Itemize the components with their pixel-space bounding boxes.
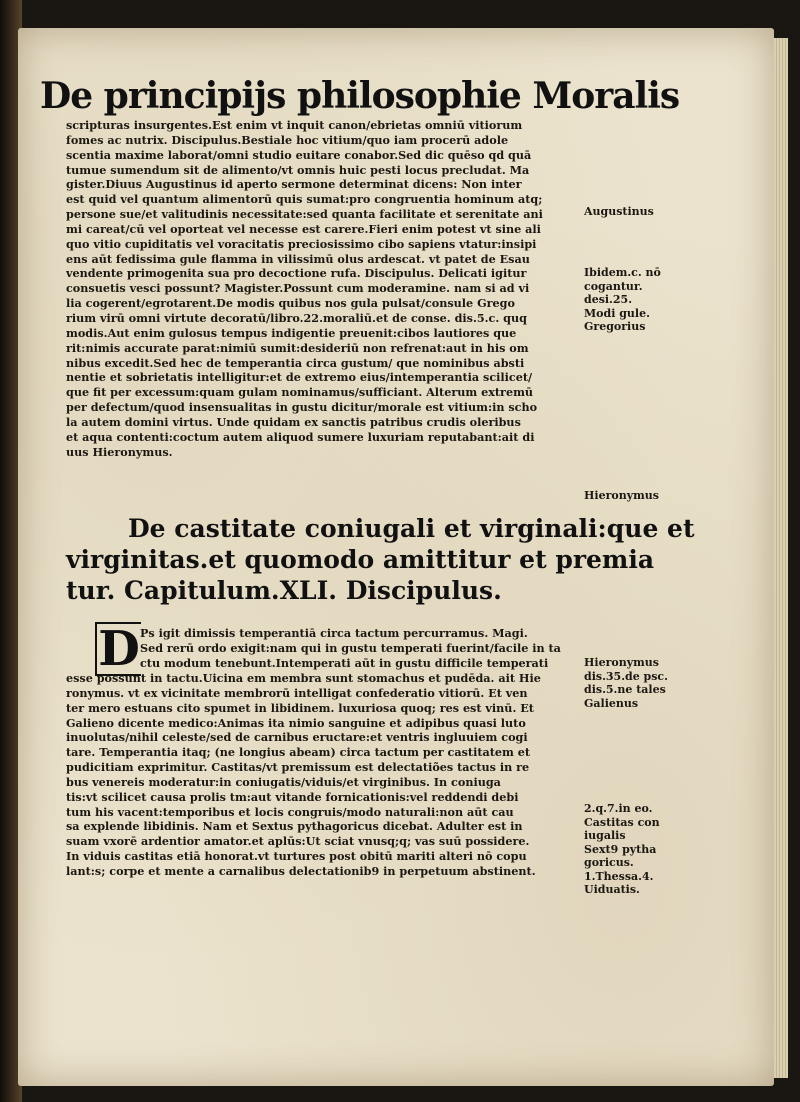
text-line: Sext9 pytha xyxy=(584,842,657,856)
text-line: bus venereis moderatur:in coniugatis/viduis/et virginibus. In coniuga xyxy=(66,774,501,789)
text-line: Modi gule. xyxy=(584,306,650,320)
text-line: cogantur. xyxy=(584,279,643,293)
text-line: tis:vt scilicet causa prolis tm:aut vitande fornicationis:vel reddendi debi xyxy=(66,789,519,804)
text-line: Augustinus xyxy=(584,205,654,218)
text-line: sa explende libidinis. Nam et Sextus pythagoricus dicebat. Adulter est in xyxy=(66,819,523,834)
text-line: tare. Temperantia itaq; (ne longius abeam) circa tactum per castitatem et xyxy=(66,745,531,760)
page-edges xyxy=(774,38,788,1078)
text-line: est quid vel quantum alimentorū quis sumat:pro congruentia hominum atq; xyxy=(66,192,543,207)
text-line: et aqua contenti:coctum autem aliquod sumere luxuriam reputabant:ait di xyxy=(66,429,535,444)
text-line: dis.5.ne tales xyxy=(584,683,666,696)
text-line: nentie et sobrietatis intelligitur:et de extremo eius/intemperantia scilicet/ xyxy=(66,370,533,385)
chapter-heading xyxy=(66,513,695,606)
text-line: mi careat/cū vel oporteat vel necesse est carere.Fieri enim potest vt sine ali xyxy=(66,221,541,236)
text-line: scripturas insurgentes.Est enim vt inquit canon/ebrietas omniū vitiorum xyxy=(66,118,523,132)
text-line: rit:nimis accurate parat:nimiū sumit:desideriū non refrenat:aut in his om xyxy=(66,340,529,355)
marginal-note-castitas xyxy=(584,802,674,897)
text-line: Ibidem.c. nō xyxy=(584,266,661,279)
marginal-note-augustinus xyxy=(584,205,674,219)
text-line: nibus excedit.Sed hec de temperantia circa gustum/ que nominibus absti xyxy=(66,355,525,370)
chapter-heading-line: virginitas.et quomodo amittitur et premia xyxy=(66,545,655,574)
text-line: Hieronymus xyxy=(584,489,659,502)
text-line: Gregorius xyxy=(584,320,646,333)
text-line: la autem domini virtus. Unde quidam ex sanctis patribus crudis oleribus xyxy=(66,414,521,429)
text-line: tumue sumendum sit de alimento/vt omnis huic pesti locus precludat. Ma xyxy=(66,162,530,177)
text-line: ter mero estuans cito spumet in libidinem. luxuriosa quoq; res est vinū. Et xyxy=(66,700,534,715)
text-line: que fit per excessum:quam gulam nominamus/sufficiant. Alterum extremū xyxy=(66,385,534,400)
text-line: In viduis castitas etiā honorat.vt turtures post obitū mariti alteri nō copu xyxy=(66,849,527,864)
text-line: vendente primogenita sua pro decoctione rufa. Discipulus. Delicati igitur xyxy=(66,266,527,281)
text-line: esse possunt in tactu.Uicina em membra sunt stomachus et pudēda. ait Hie xyxy=(66,671,541,685)
text-line: tum his vacent:temporibus et locis congruis/modo naturali:non aūt cau xyxy=(66,804,514,819)
text-line: consuetis vesci possunt? Magister.Possunt cum moderamine. nam si ad vi xyxy=(66,281,530,296)
marginal-note-hieronymus xyxy=(584,489,674,503)
text-line: lia cogerent/egrotarent.De modis quibus nos gula pulsat/consule Grego xyxy=(66,296,515,311)
text-line: Uiduatis. xyxy=(584,883,640,896)
text-line: 1.Thessa.4. xyxy=(584,869,654,883)
marginal-note-galienus xyxy=(584,656,674,710)
text-line: modis.Aut enim gulosus tempus indigentie preuenit:cibos lautiores que xyxy=(66,325,517,340)
text-line: 2.q.7.in eo. xyxy=(584,802,653,815)
chapter-heading-line: tur. Capitulum.XLI. Discipulus. xyxy=(66,576,502,605)
text-line: goricus. xyxy=(584,856,634,869)
chapter-heading-line: De castitate coniugali et virginali:que et xyxy=(128,514,695,543)
text-line: gister.Diuus Augustinus id aperto sermone determinat dicens: Non inter xyxy=(66,177,522,192)
text-line: suam vxorē ardentior amator.et aplūs:Ut sciat vnusq;q; vas suū possidere. xyxy=(66,834,530,849)
text-line: quo vitio cupiditatis vel voracitatis preciosissimo cibo sapiens vtatur:insipi xyxy=(66,236,537,251)
text-line: uus Hieronymus. xyxy=(66,444,173,459)
text-line: ens aūt fedissima gule flamma in vilissimū olus ardescat. vt patet de Esau xyxy=(66,251,530,266)
text-block-castitas-intro xyxy=(140,626,574,671)
text-line: Hieronymus xyxy=(584,656,659,669)
text-line: inuolutas/nihil celeste/sed de carnibus eructare:et ventris ingluuiem cogi xyxy=(66,730,528,745)
running-head: De principijs philosophie Moralis xyxy=(40,75,680,117)
text-line: dis.35.de psc. xyxy=(584,669,668,683)
text-line: Ps igit dimissis temperantiā circa tactum percurramus. Magi. xyxy=(140,626,528,640)
text-line: Galienus xyxy=(584,696,639,710)
decorated-initial: D xyxy=(95,622,141,676)
text-line: scentia maxime laborat/omni studio euitare conabor.Sed dic quēso qd quā xyxy=(66,147,532,162)
text-line: pudicitiam exprimitur. Castitas/vt premissum est delectatiões tactus in re xyxy=(66,760,530,775)
text-line: lant:s; corpe et mente a carnalibus delectationib9 in perpetuum abstinent. xyxy=(66,863,536,878)
text-block-gula xyxy=(66,118,574,459)
text-line: desi.25. xyxy=(584,293,633,306)
text-block-castitas xyxy=(66,671,574,879)
text-line: fomes ac nutrix. Discipulus.Bestiale hoc vitium/quo iam procerū adole xyxy=(66,132,509,147)
text-line: ctu modum tenebunt.Intemperati aūt in gustu difficile temperati xyxy=(140,655,549,670)
text-line: Sed rerū ordo exigit:nam qui in gustu temperati fuerint/facile in ta xyxy=(140,640,561,655)
text-line: Castitas con xyxy=(584,815,660,829)
text-line: ronymus. vt ex vicinitate membrorū intelligat confederatio vitiorū. Et ven xyxy=(66,685,528,700)
text-line: Galieno dicente medico:Animas ita nimio sanguine et adipibus quasi luto xyxy=(66,715,526,730)
text-line: iugalis xyxy=(584,829,626,842)
text-line: persone sue/et valitudinis necessitate:sed quanta facilitate et serenitate ani xyxy=(66,207,543,222)
marginal-note-gregorius xyxy=(584,266,674,334)
text-line: rium virū omni virtute decoratū/libro.22.moraliū.et de conse. dis.5.c. quq xyxy=(66,310,527,325)
text-line: per defectum/quod insensualitas in gustu dicitur/morale est vitium:in scho xyxy=(66,400,538,415)
